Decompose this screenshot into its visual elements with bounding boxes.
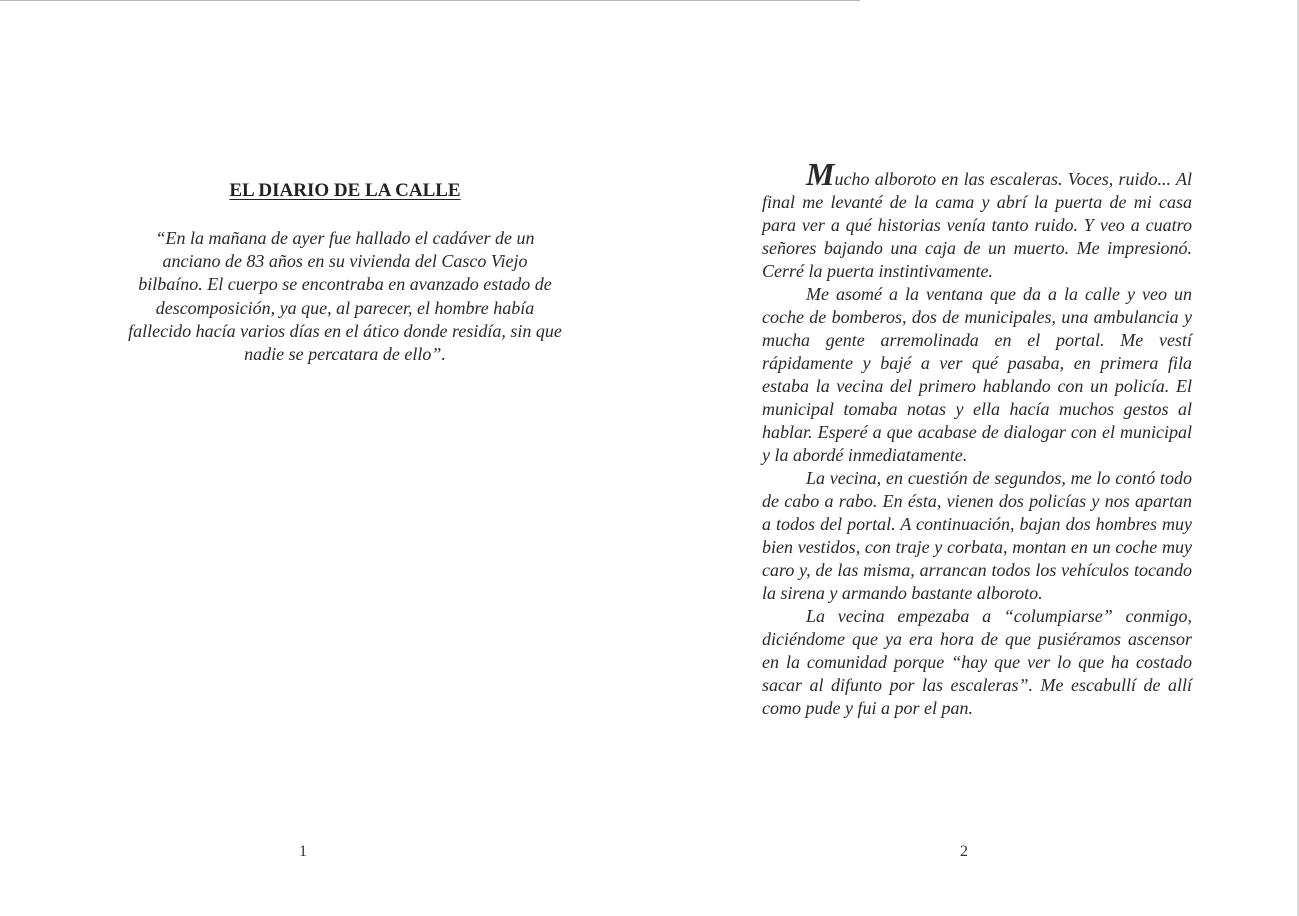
page-number-right: 2 [960, 843, 968, 860]
paragraph-1-text: ucho alboroto en las escaleras. Voces, ruido... Al final me levanté de la cama y abrí la puerta de mi casa para ver a qué historias venía tanto ruido. Y veo a cuatro señores bajando una caja de un muerto. Me impresionó. Cerré la puerta instintivamente. [762, 169, 1192, 281]
newspaper-quote: “En la mañana de ayer fue hallado el cadáver de un anciano de 83 años en su vivienda del Casco Viejo bilbaíno. El cuerpo se encontraba en avanzado estado de descomposición, ya que, al parecer, el hombre había fallecido hacía varios días en el ático donde residía, sin que nadie se percatara de ello”. [128, 228, 562, 365]
paragraph-2: Me asomé a la ventana que da a la calle y veo un coche de bomberos, dos de municipales, una ambulancia y mucha gente arremolinada en el portal. Me vestí rápidamente y bajé a ver qué pasaba, en primera fila estaba la vecina del primero hablando con un policía. El municipal tomaba notas y ella hacía muchos gestos al hablar. Esperé a que acabase de dialogar con el municipal y la abordé inmediatamente. [762, 284, 1192, 465]
right-page [650, 0, 1299, 916]
paragraph-3: La vecina, en cuestión de segundos, me lo contó todo de cabo a rabo. En ésta, vienen dos policías y nos apartan a todos del portal. A continuación, bajan dos hombres muy bien vestidos, con traje y corbata, montan en un coche muy caro y, de las misma, arrancan todos los vehículos tocando la sirena y armando bastante alboroto. [762, 468, 1192, 603]
paragraph-1 [762, 156, 1192, 283]
chapter-title: EL DIARIO DE LA CALLE [229, 180, 461, 201]
paragraph-4: La vecina empezaba a “columpiarse” conmigo, diciéndome que ya era hora de que pusiéramos ascensor en la comunidad porque “hay que ver lo que ha costado sacar al difunto por las escaleras”. Me escabullí de allí como pude y fui a por el pan. [762, 606, 1192, 718]
page-number-left: 1 [299, 843, 307, 860]
narrative-text [762, 156, 1192, 720]
drop-cap: M [806, 156, 835, 192]
